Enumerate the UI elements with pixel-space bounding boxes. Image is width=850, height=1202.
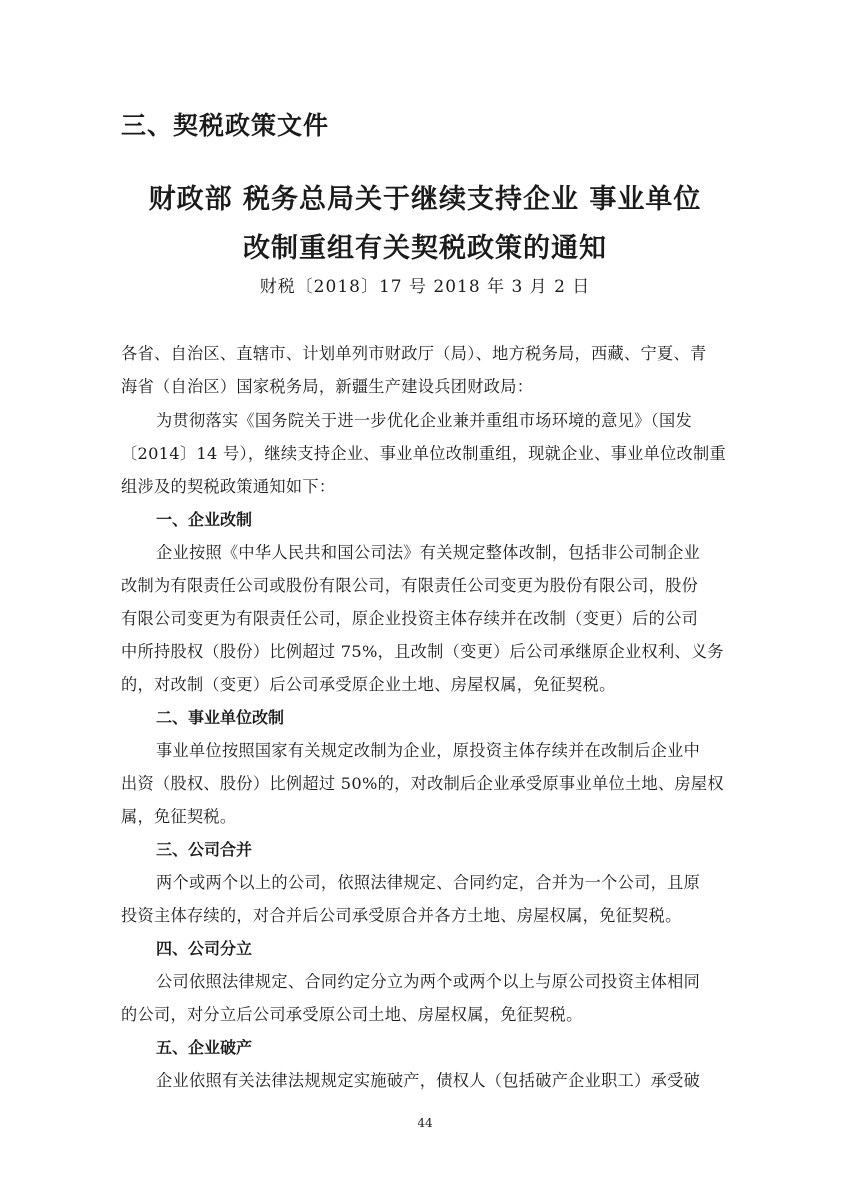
paragraph-line: 的，对改制（变更）后公司承受原企业土地、房屋权属，免征契税。 <box>121 675 616 694</box>
intro-line: 为贯彻落实《国务院关于进一步优化企业兼并重组市场环境的意见》（国发 <box>156 411 692 430</box>
document-title-line-2: 改制重组有关契税政策的通知 <box>243 233 607 264</box>
paragraph-line: 改制为有限责任公司或股份有限公司，有限责任公司变更为股份有限公司，股份 <box>121 576 699 595</box>
paragraph-line: 企业依照有关法律法规规定实施破产，债权人（包括破产企业职工）承受破 <box>156 1071 701 1090</box>
section-heading: 三、契税政策文件 <box>121 111 330 140</box>
intro-line: 〔2014〕14 号），继续支持企业、事业单位改制重组，现就企业、事业单位改制重 <box>121 444 727 463</box>
subheading-public-institution-restructuring: 二、事业单位改制 <box>156 708 285 727</box>
paragraph-line: 公司依照法律规定、合同约定分立为两个或两个以上与原公司投资主体相同 <box>156 972 701 991</box>
addressee-line: 海省（自治区）国家税务局，新疆生产建设兵团财政局： <box>121 377 534 396</box>
intro-line: 组涉及的契税政策通知如下： <box>121 477 336 496</box>
paragraph-line: 两个或两个以上的公司，依照法律规定、合同约定，合并为一个公司，且原 <box>156 873 701 892</box>
paragraph-line: 有限公司变更为有限责任公司，原企业投资主体存续并在改制（变更）后的公司 <box>121 609 699 628</box>
paragraph-line: 事业单位按照国家有关规定改制为企业，原投资主体存续并在改制后企业中 <box>156 741 701 760</box>
document-title-line-1: 财政部 税务总局关于继续支持企业 事业单位 <box>148 184 702 215</box>
paragraph-line: 企业按照《中华人民共和国公司法》有关规定整体改制，包括非公司制企业 <box>156 543 701 562</box>
addressee-line: 各省、自治区、直辖市、计划单列市财政厅（局）、地方税务局，西藏、宁夏、青 <box>121 344 707 363</box>
paragraph-line: 属，免征契税。 <box>121 807 237 826</box>
subheading-enterprise-restructuring: 一、企业改制 <box>156 510 253 529</box>
paragraph-line: 的公司，对分立后公司承受原公司土地、房屋权属，免征契税。 <box>121 1005 583 1024</box>
paragraph-line: 中所持股权（股份）比例超过 75%，且改制（变更）后公司承继原企业权利、义务 <box>121 642 724 661</box>
paragraph-line: 投资主体存续的，对合并后公司承受原合并各方土地、房屋权属，免征契税。 <box>121 906 682 925</box>
document-reference: 财税〔2018〕17 号 2018 年 3 月 2 日 <box>259 277 591 297</box>
page-number: 44 <box>417 1116 433 1130</box>
subheading-company-split: 四、公司分立 <box>156 939 253 958</box>
subheading-company-merger: 三、公司合并 <box>156 840 253 859</box>
paragraph-line: 出资（股权、股份）比例超过 50%的，对改制后企业承受原事业单位土地、房屋权 <box>121 774 724 793</box>
subheading-enterprise-bankruptcy: 五、企业破产 <box>156 1038 253 1057</box>
